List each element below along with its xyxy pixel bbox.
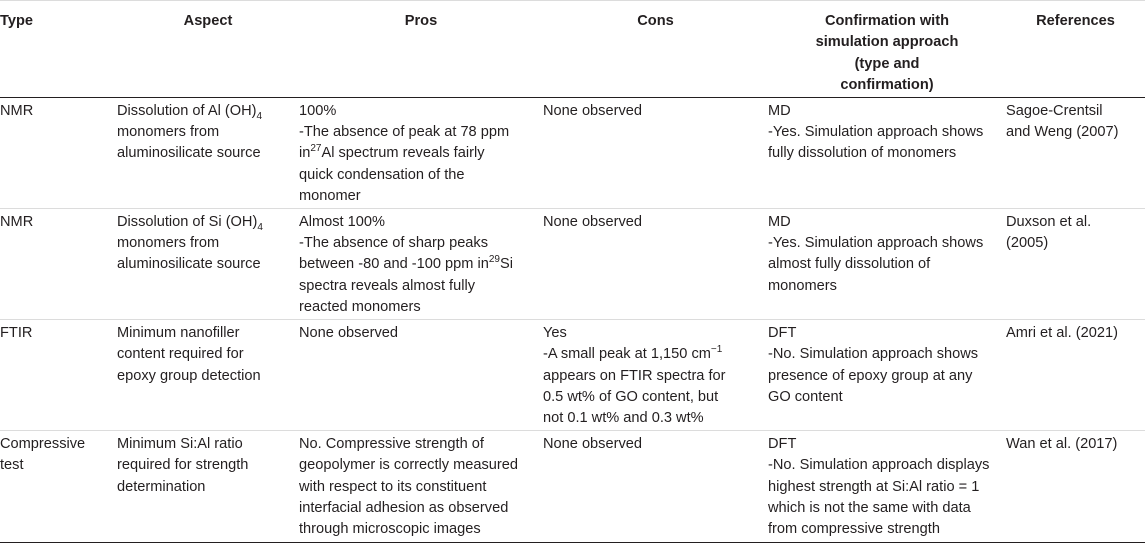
cell-line: -The absence of sharp peaks: [299, 235, 489, 252]
cell-line: test: [0, 457, 24, 474]
cell-reference: [1006, 208, 1145, 319]
cell-line: presence of epoxy group at any: [768, 367, 973, 384]
cell-aspect: [117, 97, 299, 208]
cell-cons: None observed: [543, 97, 768, 208]
cell-line: aluminosilicate source: [117, 145, 261, 162]
cell-line: content required for: [117, 346, 244, 363]
subscript: 4: [256, 110, 263, 122]
cell-reference: [1006, 97, 1145, 208]
cell-line: almost fully dissolution of: [768, 256, 931, 273]
cell-text: Si: [499, 256, 513, 273]
cell-line: epoxy group detection: [117, 367, 261, 384]
cell-cons: [543, 319, 768, 430]
cell-line: Yes: [543, 324, 567, 341]
header-confirmation-line: simulation approach: [815, 34, 959, 51]
cell-line: required for strength: [117, 457, 249, 474]
cell-aspect: [117, 208, 299, 319]
cell-line: -No. Simulation approach shows: [768, 346, 979, 363]
header-references: References: [1006, 1, 1145, 98]
cell-line: Compressive: [0, 435, 86, 452]
cell-type: NMR: [0, 97, 117, 208]
cell-line: (2005): [1006, 235, 1049, 252]
cell-line: fully dissolution of monomers: [768, 145, 957, 162]
cell-text: Al spectrum reveals fairly: [321, 145, 485, 162]
cell-line: through microscopic images: [299, 521, 481, 538]
cell-line: [117, 212, 295, 233]
cell-line: quick condensation of the: [299, 166, 465, 183]
cell-confirmation: [768, 208, 1006, 319]
header-confirmation-line: (type and: [854, 55, 920, 72]
cell-line: Minimum nanofiller: [117, 324, 240, 341]
cell-cons: None observed: [543, 208, 768, 319]
cell-confirmation: [768, 430, 1006, 542]
cell-pros: [299, 208, 543, 319]
cell-text: between -80 and -100 ppm in: [299, 256, 489, 273]
cell-line: with respect to its constituent: [299, 478, 487, 495]
table-row: [0, 97, 1145, 208]
table-body: [0, 97, 1145, 542]
cell-line: Minimum Si:Al ratio: [117, 435, 243, 452]
cell-line: Duxson et al.: [1006, 213, 1092, 230]
cell-reference: Wan et al. (2017): [1006, 430, 1145, 542]
cell-line: spectra reveals almost fully: [299, 277, 476, 294]
cell-line: No. Compressive strength of: [299, 435, 484, 452]
cell-aspect: [117, 430, 299, 542]
cell-line: interfacial adhesion as observed: [299, 499, 509, 516]
superscript: 29: [488, 254, 500, 266]
header-confirmation: [768, 1, 1006, 98]
header-type: Type: [0, 1, 117, 98]
cell-cons: None observed: [543, 430, 768, 542]
cell-line: [299, 143, 539, 164]
header-row: [0, 1, 1145, 98]
header-confirmation-line: confirmation): [840, 77, 934, 94]
cell-line: monomers from: [117, 235, 220, 252]
header-cons: Cons: [543, 1, 768, 98]
cell-line: 0.5 wt% of GO content, but: [543, 388, 719, 405]
cell-line: determination: [117, 478, 206, 495]
cell-reference: Amri et al. (2021): [1006, 319, 1145, 430]
table-row: [0, 430, 1145, 542]
cell-line: 100%: [299, 102, 337, 119]
cell-line: highest strength at Si:Al ratio = 1: [768, 478, 980, 495]
cell-pros: None observed: [299, 319, 543, 430]
cell-line: [543, 344, 764, 365]
cell-line: geopolymer is correctly measured: [299, 457, 518, 474]
cell-text: in: [299, 145, 311, 162]
cell-line: which is not the same with data: [768, 499, 971, 516]
cell-line: -No. Simulation approach displays: [768, 457, 990, 474]
cell-line: Sagoe-Crentsil: [1006, 102, 1103, 119]
cell-line: monomer: [299, 188, 361, 205]
cell-pros: [299, 97, 543, 208]
cell-line: -The absence of peak at 78 ppm: [299, 124, 510, 141]
cell-confirmation: [768, 319, 1006, 430]
cell-line: appears on FTIR spectra for: [543, 367, 726, 384]
cell-confirmation: [768, 97, 1006, 208]
superscript: 27: [310, 143, 322, 155]
table-header: [0, 1, 1145, 98]
header-confirmation-line: Confirmation with: [824, 13, 950, 29]
cell-line: reacted monomers: [299, 299, 421, 316]
header-pros: Pros: [299, 1, 543, 98]
cell-line: monomers from: [117, 124, 220, 141]
cell-type: [0, 430, 117, 542]
cell-text: Dissolution of Si (OH): [117, 213, 258, 230]
cell-text: Dissolution of Al (OH): [117, 102, 257, 119]
cell-aspect: [117, 319, 299, 430]
cell-type: FTIR: [0, 319, 117, 430]
cell-line: not 0.1 wt% and 0.3 wt%: [543, 410, 704, 427]
cell-line: -Yes. Simulation approach shows: [768, 235, 984, 252]
cell-line: DFT: [768, 435, 797, 452]
cell-line: from compressive strength: [768, 521, 940, 538]
cell-line: Almost 100%: [299, 213, 385, 230]
superscript: −1: [710, 344, 723, 356]
cell-line: aluminosilicate source: [117, 256, 261, 273]
cell-line: DFT: [768, 324, 797, 341]
table-row: [0, 208, 1145, 319]
cell-line: [117, 101, 295, 122]
cell-line: GO content: [768, 388, 843, 405]
cell-line: MD: [768, 102, 791, 119]
cell-type: NMR: [0, 208, 117, 319]
header-aspect: Aspect: [117, 1, 299, 98]
cell-line: MD: [768, 213, 791, 230]
subscript: 4: [257, 221, 263, 233]
cell-pros: [299, 430, 543, 542]
cell-text: -A small peak at 1,150 cm: [543, 346, 711, 363]
cell-line: monomers: [768, 277, 837, 294]
cell-line: -Yes. Simulation approach shows: [768, 124, 984, 141]
table-row: [0, 319, 1145, 430]
cell-line: and Weng (2007): [1006, 124, 1119, 141]
cell-line: [299, 254, 539, 275]
